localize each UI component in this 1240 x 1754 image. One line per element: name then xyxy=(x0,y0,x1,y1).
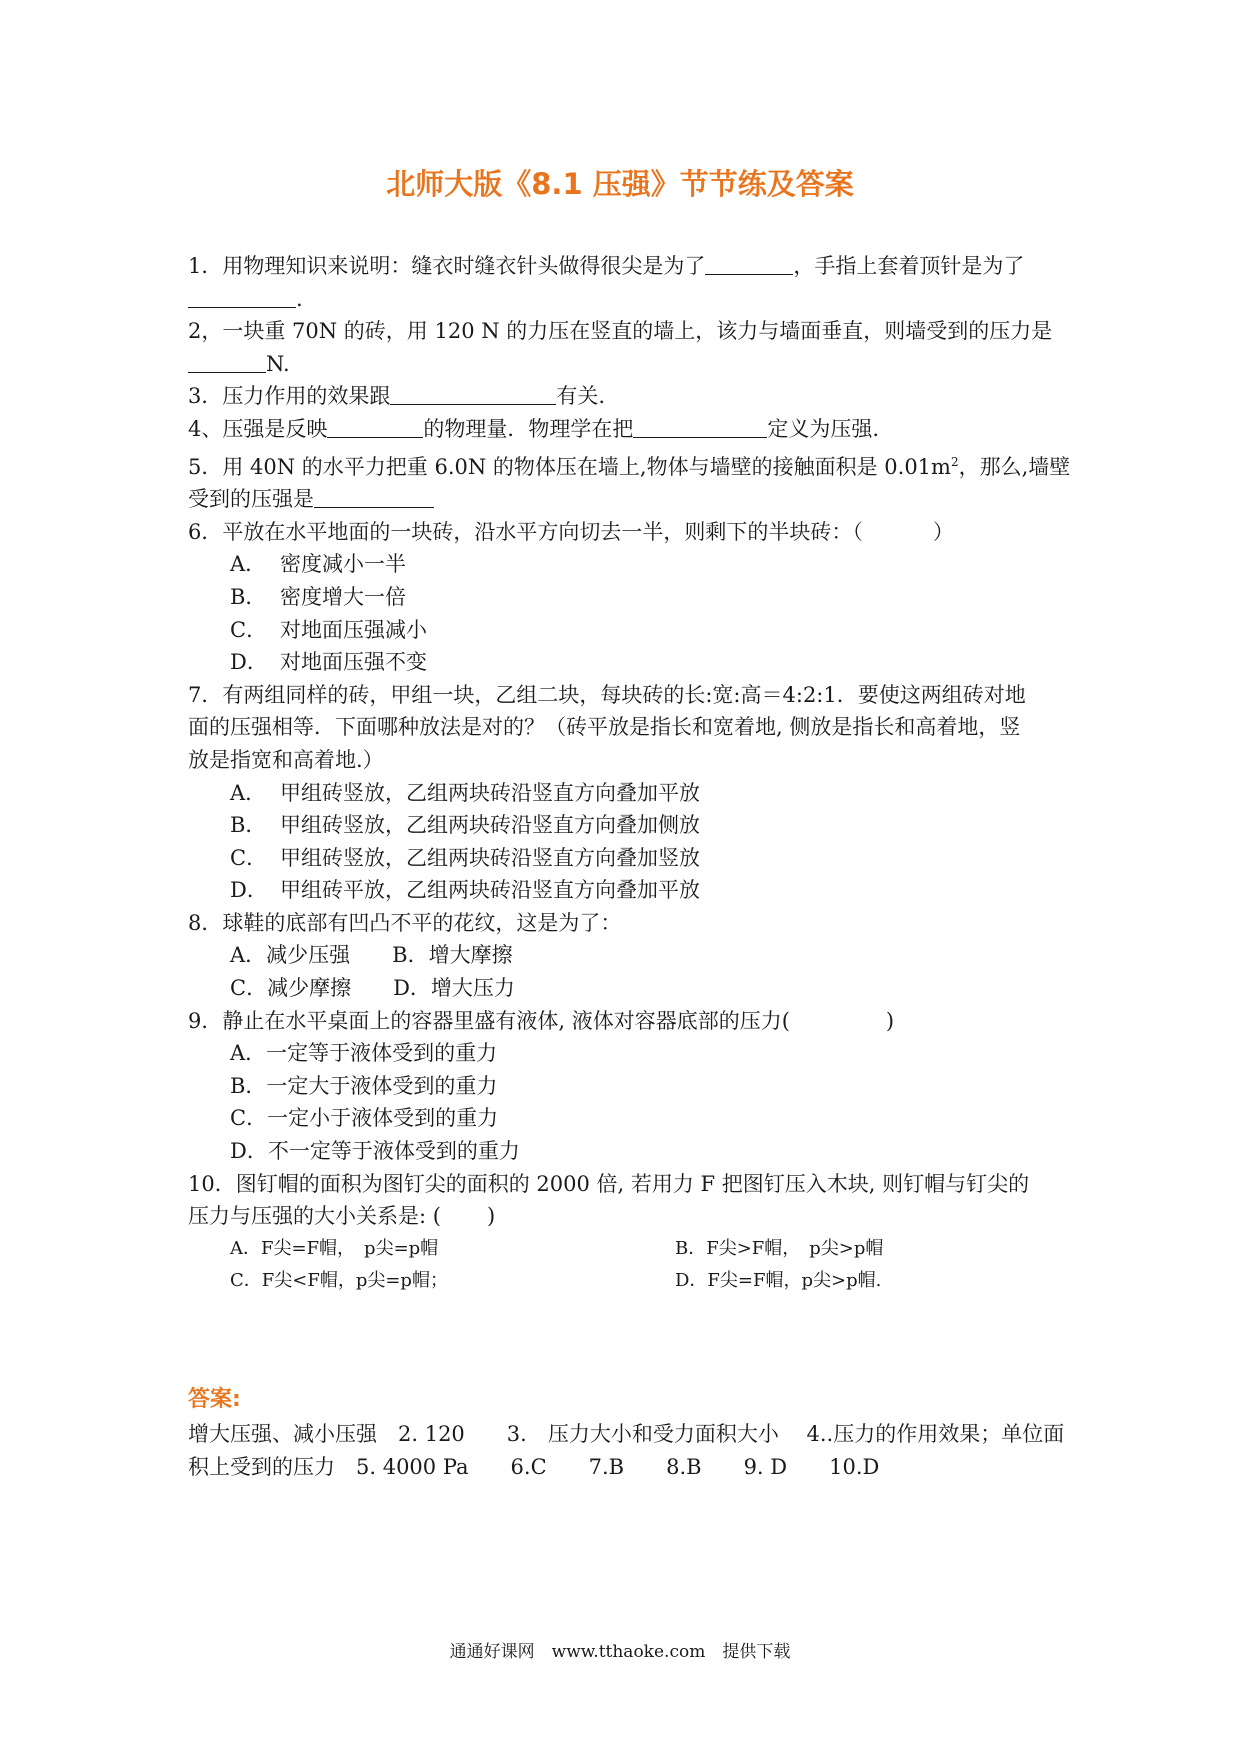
option-text: 对地面压强减小 xyxy=(280,617,427,642)
blank xyxy=(705,254,793,275)
option-text: 密度减小一半 xyxy=(280,552,406,577)
option-text: 甲组砖竖放，乙组两块砖沿竖直方向叠加平放 xyxy=(280,780,700,805)
blank xyxy=(188,352,266,373)
blank xyxy=(188,287,296,308)
q7-option-a xyxy=(188,777,1060,810)
option-letter: C． xyxy=(230,617,268,642)
q2-end: N. xyxy=(266,351,290,376)
option-letter: B． xyxy=(230,584,267,609)
q1-text: 1．用物理知识来说明：缝衣时缝衣针头做得很尖是为了 xyxy=(188,254,706,278)
q3-text: 3．压力作用的效果跟 xyxy=(188,384,391,409)
option-letter: C． xyxy=(230,845,268,870)
footer: 通通好课网 www.tthaoke.com 提供下载 xyxy=(449,1642,791,1662)
q6-text: 6．平放在水平地面的一块砖，沿水平方向切去一半，则剩下的半块砖：（ xyxy=(188,519,863,544)
q9-option-d: D．不一定等于液体受到的重力 xyxy=(230,1139,520,1164)
question-7-cont2: 放是指宽和高着地.） xyxy=(188,747,384,772)
questions xyxy=(188,250,1071,1298)
option-text: 对地面压强不变 xyxy=(280,650,427,675)
option-text: 甲组砖竖放，乙组两块砖沿竖直方向叠加侧放 xyxy=(280,813,700,838)
q3-text-b: 有关. xyxy=(556,384,606,409)
q10-option-c: C．F尖<F帽，p尖=p帽； xyxy=(230,1270,448,1292)
q9-option-a: A．一定等于液体受到的重力 xyxy=(230,1041,498,1066)
q8-options-row2: C．减少摩擦 D．增大压力 xyxy=(230,976,515,1001)
question-5 xyxy=(188,446,1071,484)
question-7: 7．有两组同样的砖，甲组一块，乙组二块，每块砖的长:宽:高＝4:2:1．要使这两组砖对地 xyxy=(188,682,1026,707)
page-title: 北师大版《8.1 压强》节节练及答案 xyxy=(386,167,854,201)
q1-text-b: ，手指上套着顶针是为了 xyxy=(793,254,1025,278)
q6-option-d xyxy=(188,646,1060,679)
q6-option-a xyxy=(188,548,1060,581)
question-1 xyxy=(188,250,1060,283)
question-8: 8．球鞋的底部有凹凸不平的花纹，这是为了： xyxy=(188,910,622,935)
question-10: 10．图钉帽的面积为图钉尖的面积的 2000 倍, 若用力 F 把图钉压入木块, 则钉帽与钉尖的 xyxy=(188,1171,1030,1196)
q5-sup: 2 xyxy=(950,454,959,469)
q8-options-row1: A．减少压强 B．增大摩擦 xyxy=(230,943,513,968)
q7-option-c xyxy=(188,842,1060,875)
q1-end: . xyxy=(296,286,303,311)
option-letter: D． xyxy=(230,650,268,675)
q9-option-b: B．一定大于液体受到的重力 xyxy=(230,1073,498,1098)
option-text: 甲组砖竖放，乙组两块砖沿竖直方向叠加竖放 xyxy=(280,845,700,870)
q10-option-a: A．F尖=F帽， p尖=p帽 xyxy=(230,1237,439,1259)
q4-text: 4、压强是反映 xyxy=(188,416,328,441)
answers-line-1: 增大压强、减小压强 2. 120 3. 压力大小和受力面积大小 4..压力的作用效果；单位面 xyxy=(188,1422,1065,1446)
q7-option-d xyxy=(188,874,1060,907)
blank xyxy=(314,487,434,508)
q10-option-b: B．F尖>F帽， p尖>p帽 xyxy=(675,1237,884,1259)
q5-text-b: ，那么,墙壁 xyxy=(958,454,1071,479)
q5-text-c: 受到的压强是 xyxy=(188,487,314,512)
q10-close: ) xyxy=(486,1204,496,1229)
question-10-cont xyxy=(188,1200,1060,1233)
q6-close: ） xyxy=(932,519,954,544)
q7-option-b xyxy=(188,809,1060,842)
option-text: 甲组砖平放，乙组两块砖沿竖直方向叠加平放 xyxy=(280,878,700,903)
answers-heading: 答案: xyxy=(188,1387,241,1412)
blank xyxy=(390,384,556,405)
option-letter: B． xyxy=(230,813,267,838)
question-5-cont xyxy=(188,483,1060,516)
question-4 xyxy=(188,413,1060,446)
question-2-cont xyxy=(188,348,1060,381)
option-letter: D． xyxy=(230,878,268,903)
q4-text-c: 定义为压强. xyxy=(767,416,880,441)
blank xyxy=(633,417,767,438)
option-letter: A． xyxy=(230,552,267,577)
question-9 xyxy=(188,1005,1060,1038)
answers xyxy=(188,1418,1068,1484)
q6-option-b xyxy=(188,581,1060,614)
answers-line-2: 积上受到的压力 5. 4000 Pa 6.C 7.B 8.B 9. D 10.D xyxy=(188,1455,880,1479)
q6-option-c xyxy=(188,614,1060,647)
option-text: 密度增大一倍 xyxy=(280,584,406,609)
question-3 xyxy=(188,380,1060,413)
q10-option-d: D．F尖=F帽，p尖>p帽. xyxy=(675,1270,882,1292)
q10-options-row2 xyxy=(188,1265,1060,1298)
q9-option-c: C．一定小于液体受到的重力 xyxy=(230,1106,499,1131)
question-1-cont xyxy=(188,283,1060,316)
q9-text: 9．静止在水平桌面上的容器里盛有液体, 液体对容器底部的压力( xyxy=(188,1008,790,1033)
q10-text: 压力与压强的大小关系是: ( xyxy=(188,1204,441,1229)
q4-text-b: 的物理量．物理学在把 xyxy=(423,416,634,441)
blank xyxy=(327,417,423,438)
q10-options-row1 xyxy=(188,1233,1060,1266)
q5-text: 5．用 40N 的水平力把重 6.0N 的物体压在墙上,物体与墙壁的接触面积是 0.01m xyxy=(188,454,951,479)
q9-close: ) xyxy=(885,1008,895,1033)
option-letter: A． xyxy=(230,780,267,805)
question-7-cont: 面的压强相等．下面哪种放法是对的？（砖平放是指长和宽着地, 侧放是指长和高着地，竖 xyxy=(188,715,1021,740)
question-2: 2，一块重 70N 的砖，用 120 N 的力压在竖直的墙上，该力与墙面垂直，则墙受到的压力是 xyxy=(188,319,1053,344)
question-6 xyxy=(188,516,1060,549)
